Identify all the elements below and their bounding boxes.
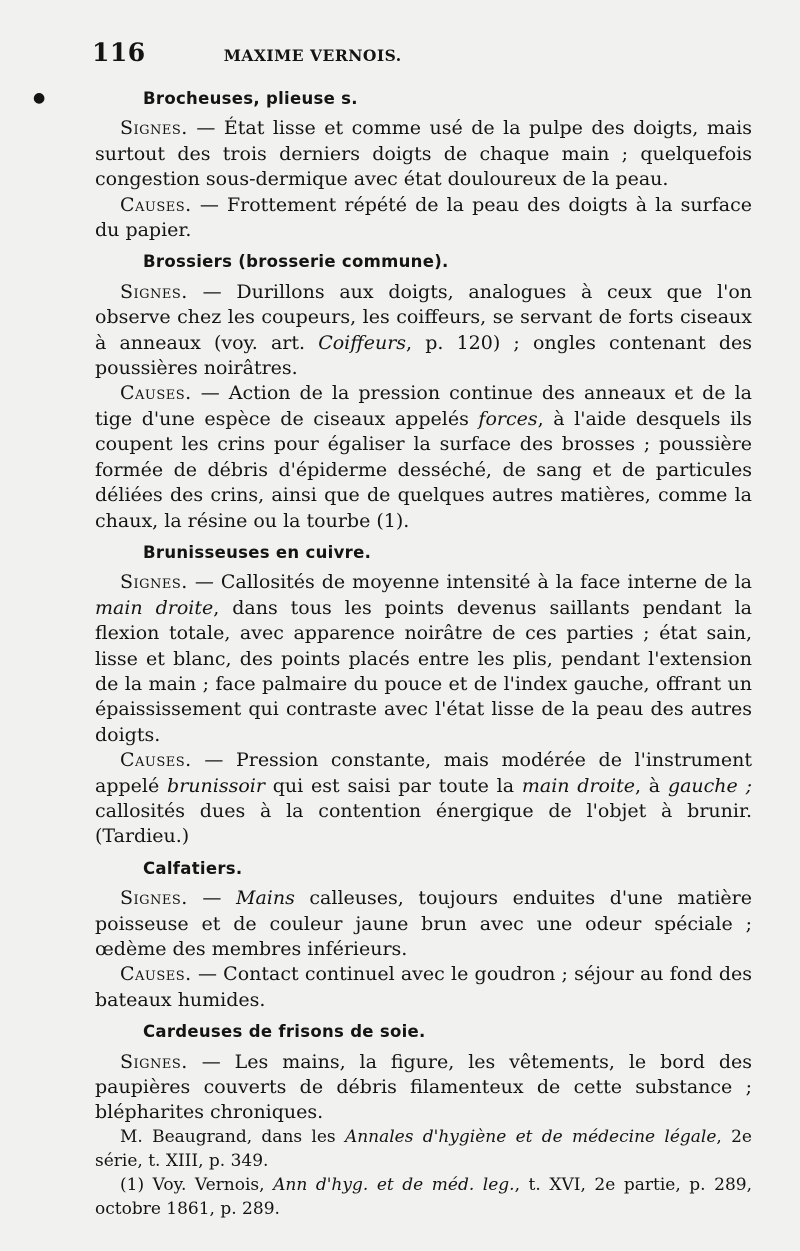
signes-paragraph (95, 886, 752, 962)
causes-paragraph (95, 193, 752, 244)
reference-text-end: , 2e série, t. XIII, p. 349. (95, 1127, 752, 1171)
causes-paragraph (95, 748, 752, 850)
signes-paragraph (95, 1050, 752, 1126)
causes-paragraph (95, 381, 752, 533)
signes-text-end: , p. 120) ; ongles contenant des poussières noirâtres. (95, 331, 752, 380)
section-title-brocheuses: Brocheuses, plieuse s. (143, 89, 358, 108)
reference-italic: Annales d'hygiène et de médecine légale (344, 1127, 717, 1147)
reference-text: M. Beaugrand, dans les (120, 1127, 345, 1147)
signes-italic: Coiffeurs (318, 331, 407, 354)
causes-text-end: , à l'aide desquels ils coupent les crins pour égaliser la surface des brosses ; poussière formée de débris d'épiderme desséché, de sang et de particules déliées des crins, ainsi que de quelques autres matières, comme la chaux, la résine ou la tourbe (1). (95, 407, 752, 532)
causes-text-2: qui est saisi par toute la (264, 774, 522, 797)
footnote-text: (1) Voy. Vernois, (120, 1175, 274, 1195)
signes-paragraph (95, 280, 752, 382)
signes-paragraph (95, 570, 752, 748)
footnote-italic: Ann d'hyg. et de méd. leg. (273, 1175, 515, 1195)
causes-text: — Contact continuel avec le goudron ; séjour au fond des bateaux humides. (95, 963, 752, 1011)
causes-text-3: , à (634, 774, 668, 797)
causes-label: Causes. (120, 749, 192, 772)
signes-italic: Mains (235, 887, 295, 910)
footnote-1 (95, 1173, 752, 1221)
signes-text: — (202, 887, 236, 910)
section-title-brunisseuses: Brunisseuses en cuivre. (143, 542, 372, 562)
section-title-calfatiers: Calfatiers. (143, 858, 243, 878)
signes-label: Signes. (120, 117, 188, 140)
page-header (92, 38, 740, 70)
footnotes (95, 1125, 752, 1221)
causes-label: Causes. (120, 382, 192, 405)
causes-text-4: callosités dues à la contention énergique de l'objet à brunir. (Tardieu.) (95, 799, 752, 848)
causes-italic-2: main droite (521, 774, 635, 797)
causes-italic: forces (478, 407, 538, 430)
page-body (95, 80, 752, 1126)
causes-text: — Pression constante, mais modérée de l'instrument appelé (95, 749, 752, 797)
page-number: 116 (92, 38, 146, 67)
signes-text-end: , dans tous les points devenus saillants pendant la flexion totale, avec apparence noirâtre de ces parties ; état sain, lisse et blanc, des points placés entre les plis, pendant l'extension de la main ; face palmaire du pouce et de l'index gauche, offrant un épaississement qui contraste avec l'état lisse de la peau des autres doigts. (95, 596, 753, 746)
causes-text: — Frottement répété de la peau des doigts à la surface du papier. (95, 193, 752, 242)
signes-text: — Les mains, la figure, les vêtements, le bord des paupières couverts de débris filamenteux de cette substance ; blépharites chroniques. (95, 1050, 752, 1124)
causes-text: — Action de la pression continue des anneaux et de la tige d'une espèce de ciseaux appelés (95, 382, 752, 430)
signes-label: Signes. (120, 1050, 188, 1073)
causes-italic-1: brunissoir (167, 774, 265, 797)
causes-italic-3: gauche ; (667, 774, 752, 797)
section-title-cardeuses: Cardeuses de frisons de soie. (143, 1022, 426, 1042)
reference-note (95, 1125, 752, 1173)
causes-label: Causes. (120, 193, 192, 216)
signes-label: Signes. (120, 571, 188, 594)
footnote-text-end: , t. XVI, 2e partie, p. 289, octobre 1861, p. 289. (95, 1175, 752, 1219)
signes-text: — État lisse et comme usé de la pulpe des doigts, mais surtout des trois derniers doigts de chaque main ; quelquefois congestion sous-dermique avec état douloureux de la peau. (95, 117, 753, 191)
signes-text-end: calleuses, toujours enduites d'une matière poisseuse et de couleur jaune brun avec une odeur spéciale ; œdème des membres inférieurs. (95, 887, 753, 960)
causes-paragraph (95, 962, 752, 1013)
signes-text: — Durillons aux doigts, analogues à ceux que l'on observe chez les coupeurs, les coiffeurs, se servant de forts ciseaux à anneaux (voy. art. (95, 280, 752, 354)
running-head: MAXIME VERNOIS. (223, 46, 402, 65)
causes-label: Causes. (120, 963, 192, 986)
section-title-brossiers: Brossiers (brosserie commune). (143, 252, 449, 272)
signes-label: Signes. (120, 280, 188, 303)
signes-label: Signes. (120, 887, 188, 910)
signes-italic: main droite (95, 596, 214, 619)
margin-dot: ● (33, 90, 46, 106)
signes-paragraph (95, 116, 752, 192)
signes-text: — Callosités de moyenne intensité à la face interne de la (194, 571, 752, 594)
